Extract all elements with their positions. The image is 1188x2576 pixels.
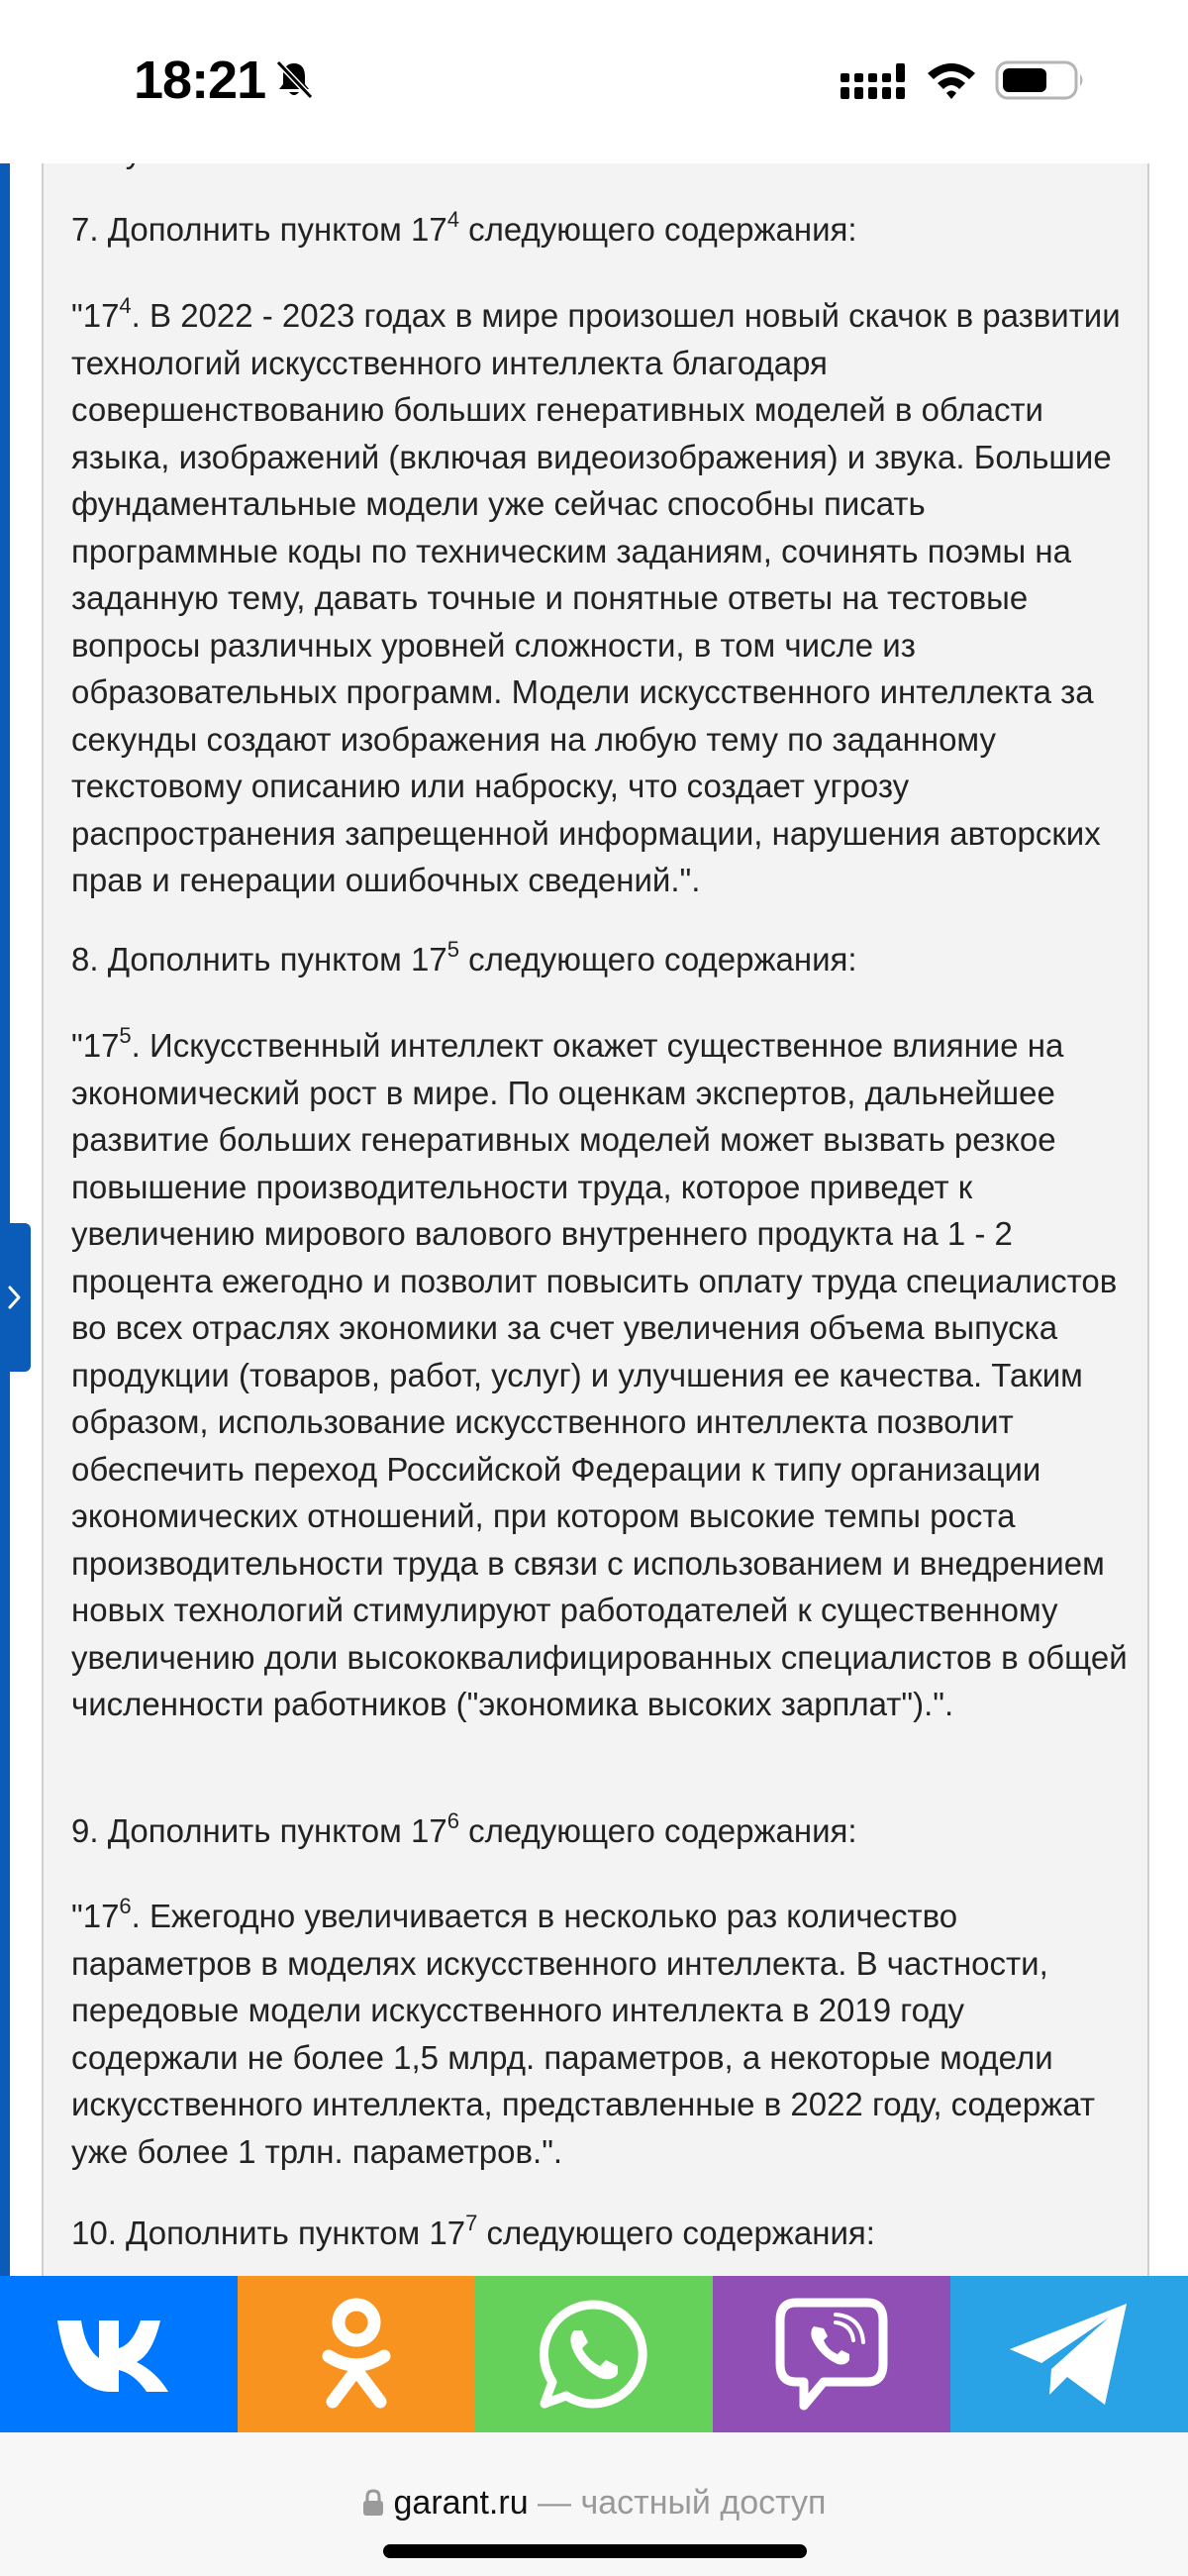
- whatsapp-icon: [537, 2297, 651, 2412]
- battery-icon: [995, 59, 1086, 101]
- item-10-heading: 10. Дополнить пунктом $17^7$ следующего содержания:: [71, 2211, 875, 2251]
- share-viber-button[interactable]: [713, 2276, 950, 2432]
- item-8-heading: 8. Дополнить пунктом $17^5$ следующего содержания:: [71, 937, 857, 978]
- share-ok-button[interactable]: [238, 2276, 475, 2432]
- odnoklassniki-icon: [317, 2295, 396, 2414]
- item-7-heading: 7. Дополнить пунктом $17^4$ следующего содержания:: [71, 207, 857, 248]
- item-9-heading: 9. Дополнить пунктом $17^6$ следующего содержания:: [71, 1808, 857, 1849]
- url-domain: garant.ru: [393, 2484, 529, 2522]
- bell-muted-icon: [272, 57, 316, 101]
- wifi-icon: [926, 59, 977, 101]
- browser-bottom-bar: [0, 2432, 1188, 2576]
- sidebar-toggle-button[interactable]: [0, 1223, 31, 1372]
- home-indicator[interactable]: [383, 2544, 807, 2558]
- cellular-signal-icon: [840, 61, 905, 101]
- chevron-right-icon: [5, 1283, 25, 1312]
- share-vk-button[interactable]: [0, 2276, 238, 2432]
- document-panel: [42, 163, 1149, 2278]
- status-bar: [0, 0, 1188, 163]
- address-bar[interactable]: [0, 2484, 1188, 2523]
- share-telegram-button[interactable]: [950, 2276, 1188, 2432]
- item-9-text: "$17^6$. Ежегодно увеличивается в несколько раз количество параметров в моделях искусственного интеллекта. В частности, передовые модели искусственного интеллекта в 2019 году содержали не более 1,5 млрд. параметров, а некоторые модели искусственного интеллекта, представленные в 2022 году, содержат уже более 1 трлн. параметров.".: [71, 1894, 1095, 2170]
- status-time: 18:21: [134, 51, 266, 110]
- left-rail: [0, 163, 10, 2278]
- lock-icon: [362, 2489, 384, 2517]
- vk-icon: [53, 2315, 184, 2394]
- telegram-icon: [1006, 2300, 1133, 2409]
- share-whatsapp-button[interactable]: [475, 2276, 713, 2432]
- url-suffix: — частный доступ: [528, 2484, 827, 2522]
- item-8-text: "$17^5$. Искусственный интеллект окажет существенное влияние на экономический рост в мире. По оценкам экспертов, дальнейшее развитие больших генеративных моделей может вызвать резкое повышение производительности труда, которое приведет к увеличению мирового валового внутреннего продукта на 1 - 2 процента ежегодно и позволит повысить оплату труда специалистов во всех отраслях экономики за счет увеличения объема выпуска продукции (товаров, работ, услуг) и улучшения ее качества. Таким образом, использование искусственного интеллекта позволит обеспечить переход Российской Федерации к типу организации экономических отношений, при котором высокие темпы роста производительности труда в связи с использованием и внедрением новых технологий стимулируют работодателей к существенному увеличению доли высококвалифицированных специалистов в общей численности работников ("экономика высоких зарплат").".: [71, 1023, 1128, 1722]
- share-bar: [0, 2276, 1188, 2432]
- viber-icon: [772, 2293, 891, 2416]
- item-7-text: "$17^4$. В 2022 - 2023 годах в мире произошел новый скачок в развитии технологий искусственного интеллекта благодаря совершенствованию больших генеративных моделей в области языка, изображений (включая видеоизображения) и звука. Большие фундаментальные модели уже сейчас способны писать программные коды по техническим заданиям, сочинять поэмы на заданную тему, давать точные и понятные ответы на тестовые вопросы различных уровней сложности, в том числе из образовательных программ. Модели искусственного интеллекта за секунды создают изображения на любую тему по заданному текстовому описанию или наброску, что создает угрозу распространения запрещенной информации, нарушения авторских прав и генерации ошибочных сведений.".: [71, 293, 1121, 898]
